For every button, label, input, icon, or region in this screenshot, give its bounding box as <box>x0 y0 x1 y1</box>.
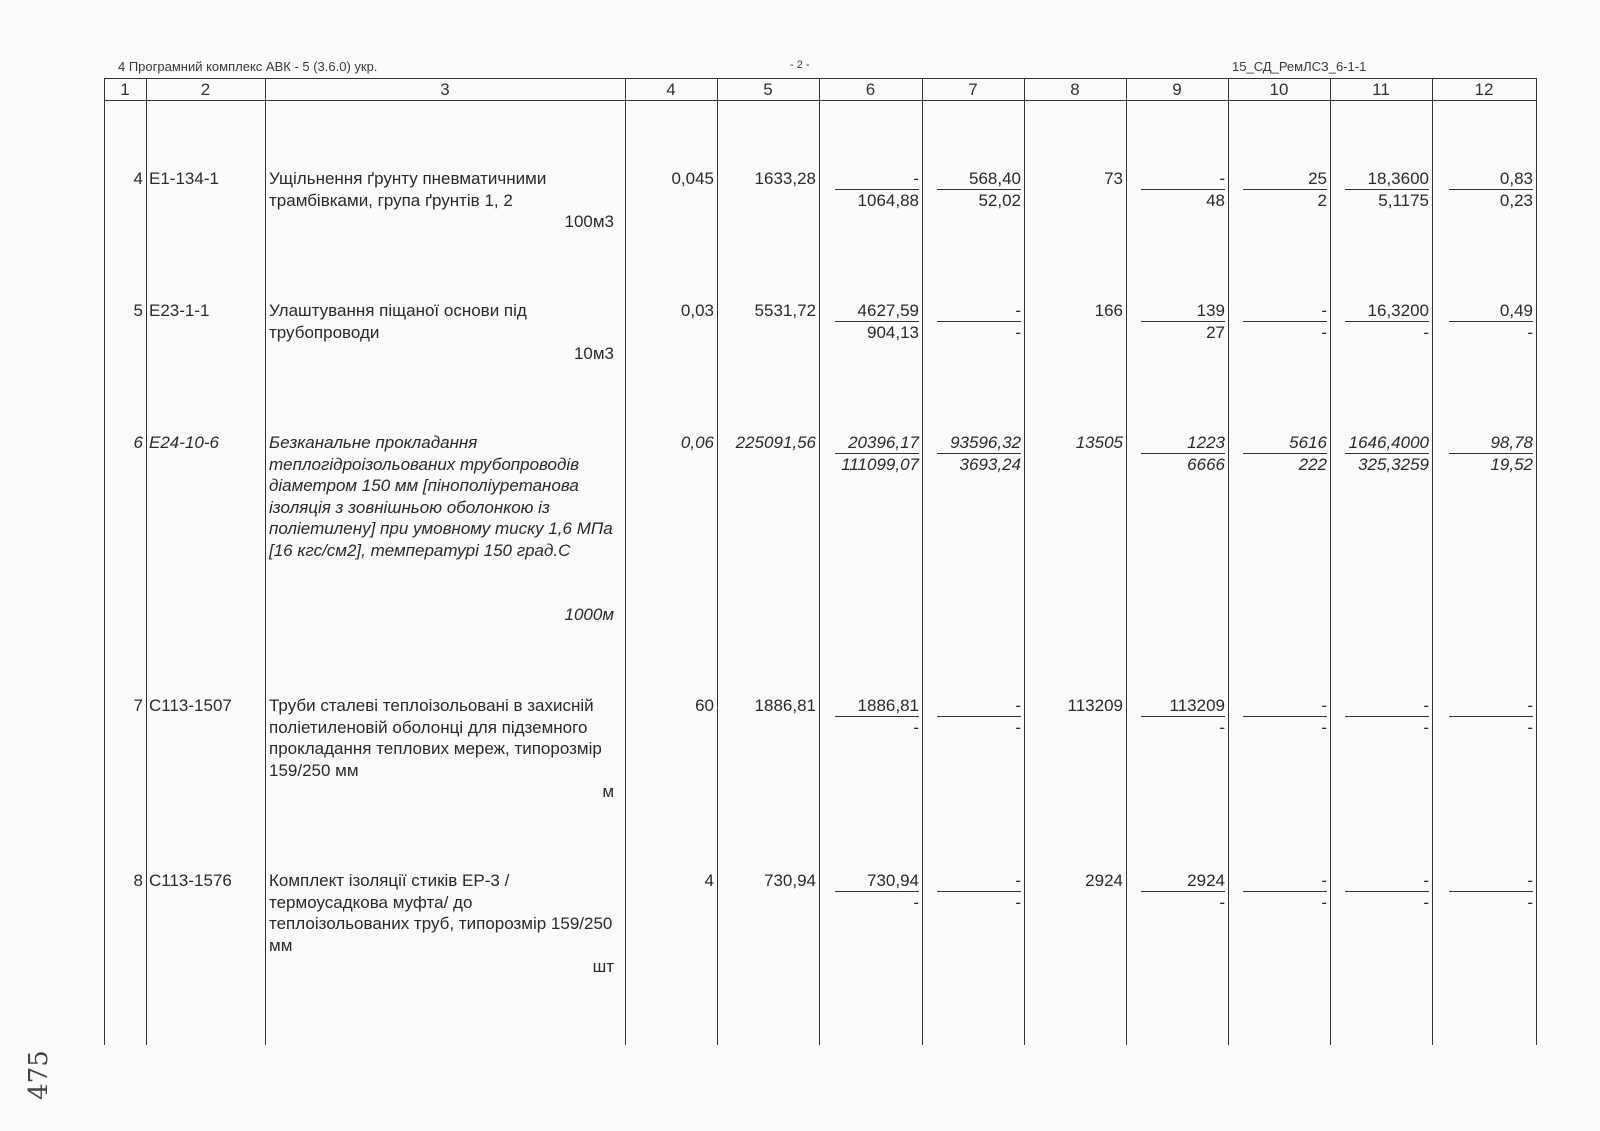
machinery-cost <box>937 300 1021 343</box>
rate-code: С113-1576 <box>149 871 232 890</box>
machinery-cost <box>937 695 1021 738</box>
unit-of-measure: шт <box>592 957 614 976</box>
header-bottom-border <box>104 100 1536 101</box>
machine-wages <box>1243 300 1327 343</box>
unit-of-measure: 1000м <box>564 605 614 624</box>
direct-cost-total-upper: 730,94 <box>835 870 919 892</box>
labor-hours-unit <box>1345 300 1429 343</box>
quantity: 0,03 <box>680 301 714 320</box>
row-number: 7 <box>133 696 143 715</box>
machinery-cost <box>937 432 1021 475</box>
unit-of-measure: 10м3 <box>573 344 614 363</box>
labor-hours-total <box>1449 695 1533 738</box>
work-description: Ущільнення ґрунту пневматичними трамбівками, група ґрунтів 1, 2 <box>269 169 547 210</box>
unit-price: 5531,72 <box>754 301 816 320</box>
quantity: 0,06 <box>680 433 714 452</box>
column-number: 12 <box>1474 80 1494 99</box>
work-description: Комплект ізоляції стиків ЕР-3 /термоусадкова муфта/ до теплоізольованих труб, типорозмір 159/250 мм <box>269 871 613 955</box>
row-number: 6 <box>133 433 143 452</box>
labor-hours-total <box>1449 168 1533 211</box>
labor-hours-total-upper: 0,83 <box>1449 168 1533 190</box>
machinery-cost-upper: - <box>937 870 1021 892</box>
machinery-cost <box>937 168 1021 211</box>
machinery-cost-lower: 52,02 <box>978 191 1021 210</box>
total-cost: 13505 <box>1075 433 1123 452</box>
labor-hours-total-upper: 0,49 <box>1449 300 1533 322</box>
column-border <box>1228 78 1229 1045</box>
labor-hours-total-lower: 19,52 <box>1490 455 1533 474</box>
machinery-cost <box>937 870 1021 913</box>
rate-code: Е24-10-6 <box>149 433 219 452</box>
total-cost: 73 <box>1104 169 1123 188</box>
column-border <box>265 78 266 1045</box>
column-number: 7 <box>968 80 978 99</box>
direct-cost-total <box>835 432 919 475</box>
direct-cost-total-upper: 20396,17 <box>835 432 919 454</box>
labor-hours-unit <box>1345 870 1429 913</box>
direct-cost-total-lower: 904,13 <box>867 323 919 342</box>
column-number: 2 <box>200 80 211 99</box>
machinery-cost-upper: - <box>937 300 1021 322</box>
wages-cost-upper: 1223 <box>1141 432 1225 454</box>
column-border <box>1432 78 1433 1045</box>
row-number: 4 <box>133 169 143 188</box>
column-number: 11 <box>1372 80 1390 99</box>
column-number: 4 <box>666 80 676 99</box>
column-border <box>1330 78 1331 1045</box>
labor-hours-total-lower: - <box>1527 893 1533 912</box>
column-border <box>819 78 820 1045</box>
labor-hours-unit-lower: - <box>1423 893 1429 912</box>
total-cost: 113209 <box>1067 696 1123 715</box>
direct-cost-total-lower: - <box>913 718 919 737</box>
column-border <box>146 78 147 1045</box>
rate-code: С113-1507 <box>149 696 232 715</box>
direct-cost-total-upper: - <box>835 168 919 190</box>
column-number: 1 <box>120 80 130 99</box>
labor-hours-unit-upper: 18,3600 <box>1345 168 1429 190</box>
wages-cost <box>1141 695 1225 738</box>
column-number: 10 <box>1269 80 1289 99</box>
machinery-cost-upper: - <box>937 695 1021 717</box>
wages-cost-lower: - <box>1219 893 1225 912</box>
handwritten-page-number: 475 <box>23 1050 54 1100</box>
unit-of-measure: м <box>602 782 614 801</box>
machinery-cost-lower: 3693,24 <box>959 455 1021 474</box>
labor-hours-unit-lower: - <box>1423 718 1429 737</box>
document-code: 15_СД_РемЛСЗ_6-1-1 <box>1232 59 1367 74</box>
wages-cost-upper: 139 <box>1141 300 1225 322</box>
direct-cost-total-upper: 1886,81 <box>835 695 919 717</box>
column-number: 5 <box>763 80 773 99</box>
wages-cost <box>1141 870 1225 913</box>
machine-wages-upper: 25 <box>1243 168 1327 190</box>
unit-price: 1633,28 <box>754 169 816 188</box>
labor-hours-unit-lower: 325,3259 <box>1358 455 1429 474</box>
column-number: 9 <box>1172 80 1182 99</box>
labor-hours-total-upper: - <box>1449 870 1533 892</box>
machine-wages-upper: - <box>1243 870 1327 892</box>
column-number: 6 <box>865 80 876 99</box>
wages-cost-upper: 2924 <box>1141 870 1225 892</box>
machinery-cost-lower: - <box>1015 718 1021 737</box>
labor-hours-unit-upper: - <box>1345 695 1429 717</box>
unit-price: 225091,56 <box>735 433 816 452</box>
quantity: 60 <box>695 696 714 715</box>
direct-cost-total-lower: 1064,88 <box>857 191 919 210</box>
labor-hours-total <box>1449 300 1533 343</box>
table-top-border <box>104 78 1536 79</box>
wages-cost-lower: - <box>1219 718 1225 737</box>
column-border <box>1024 78 1025 1045</box>
direct-cost-total <box>835 168 919 211</box>
unit-price: 1886,81 <box>754 696 816 715</box>
machine-wages-upper: 5616 <box>1243 432 1327 454</box>
machine-wages-lower: - <box>1321 893 1327 912</box>
labor-hours-total-lower: 0,23 <box>1499 191 1533 210</box>
page-number: - 2 - <box>790 59 810 71</box>
labor-hours-unit-upper: 16,3200 <box>1345 300 1429 322</box>
labor-hours-unit-upper: 1646,4000 <box>1345 432 1429 454</box>
direct-cost-total <box>835 870 919 913</box>
machine-wages-lower: - <box>1321 323 1327 342</box>
labor-hours-unit <box>1345 432 1429 475</box>
machine-wages-lower: 2 <box>1317 191 1327 210</box>
work-description: Улаштування піщаної основи під трубопроводи <box>269 301 527 342</box>
labor-hours-unit <box>1345 695 1429 738</box>
row-number: 5 <box>133 301 143 320</box>
labor-hours-total <box>1449 870 1533 913</box>
direct-cost-total <box>835 695 919 738</box>
column-number: 3 <box>440 80 450 99</box>
page-header <box>118 59 1538 75</box>
work-description: Безканальне прокладання теплогідроізольованих трубопроводів діаметром 150 мм [пінополіуретанова ізоляція з зовнішньою оболонкою із поліетилену] при умовному тиску 1,6 МПа [16 кгс/см2], температурі 150 град.С <box>269 433 613 560</box>
quantity: 0,045 <box>671 169 714 188</box>
unit-of-measure: 100м3 <box>564 212 614 231</box>
direct-cost-total <box>835 300 919 343</box>
machine-wages-upper: - <box>1243 695 1327 717</box>
machinery-cost-lower: - <box>1015 323 1021 342</box>
unit-price: 730,94 <box>764 871 816 890</box>
rate-code: Е23-1-1 <box>149 301 210 320</box>
wages-cost-lower: 48 <box>1206 191 1225 210</box>
rate-code: Е1-134-1 <box>149 169 219 188</box>
machine-wages <box>1243 695 1327 738</box>
labor-hours-unit-upper: - <box>1345 870 1429 892</box>
labor-hours-total-upper: 98,78 <box>1449 432 1533 454</box>
wages-cost <box>1141 432 1225 475</box>
total-cost: 2924 <box>1085 871 1123 890</box>
machine-wages-lower: 222 <box>1298 455 1327 474</box>
wages-cost-lower: 6666 <box>1187 455 1225 474</box>
direct-cost-total-lower: 111099,07 <box>841 455 919 474</box>
quantity: 4 <box>704 871 714 890</box>
labor-hours-total-lower: - <box>1527 323 1533 342</box>
wages-cost-upper: - <box>1141 168 1225 190</box>
total-cost: 166 <box>1094 301 1123 320</box>
row-number: 8 <box>133 871 143 890</box>
column-border <box>1536 78 1537 1045</box>
column-border <box>1126 78 1127 1045</box>
labor-hours-unit <box>1345 168 1429 211</box>
wages-cost <box>1141 300 1225 343</box>
machine-wages-upper: - <box>1243 300 1327 322</box>
machine-wages-lower: - <box>1321 718 1327 737</box>
wages-cost-lower: 27 <box>1206 323 1225 342</box>
column-border <box>717 78 718 1045</box>
software-label: 4 Програмний комплекс АВК - 5 (3.6.0) укр. <box>118 59 378 74</box>
machinery-cost-upper: 568,40 <box>937 168 1021 190</box>
machinery-cost-lower: - <box>1015 893 1021 912</box>
labor-hours-total <box>1449 432 1533 475</box>
labor-hours-unit-lower: 5,1175 <box>1378 191 1429 210</box>
wages-cost-upper: 113209 <box>1141 695 1225 717</box>
machine-wages <box>1243 870 1327 913</box>
direct-cost-total-upper: 4627,59 <box>835 300 919 322</box>
direct-cost-total-lower: - <box>913 893 919 912</box>
machine-wages <box>1243 168 1327 211</box>
machinery-cost-upper: 93596,32 <box>937 432 1021 454</box>
machine-wages <box>1243 432 1327 475</box>
column-number: 8 <box>1070 80 1080 99</box>
labor-hours-unit-lower: - <box>1423 323 1429 342</box>
column-border <box>104 78 105 1045</box>
wages-cost <box>1141 168 1225 211</box>
labor-hours-total-upper: - <box>1449 695 1533 717</box>
labor-hours-total-lower: - <box>1527 718 1533 737</box>
column-border <box>922 78 923 1045</box>
work-description: Труби сталеві теплоізольовані в захисній поліетиленовій оболонці для підземного прокладання теплових мереж, типорозмір 159/250 мм <box>269 696 602 780</box>
